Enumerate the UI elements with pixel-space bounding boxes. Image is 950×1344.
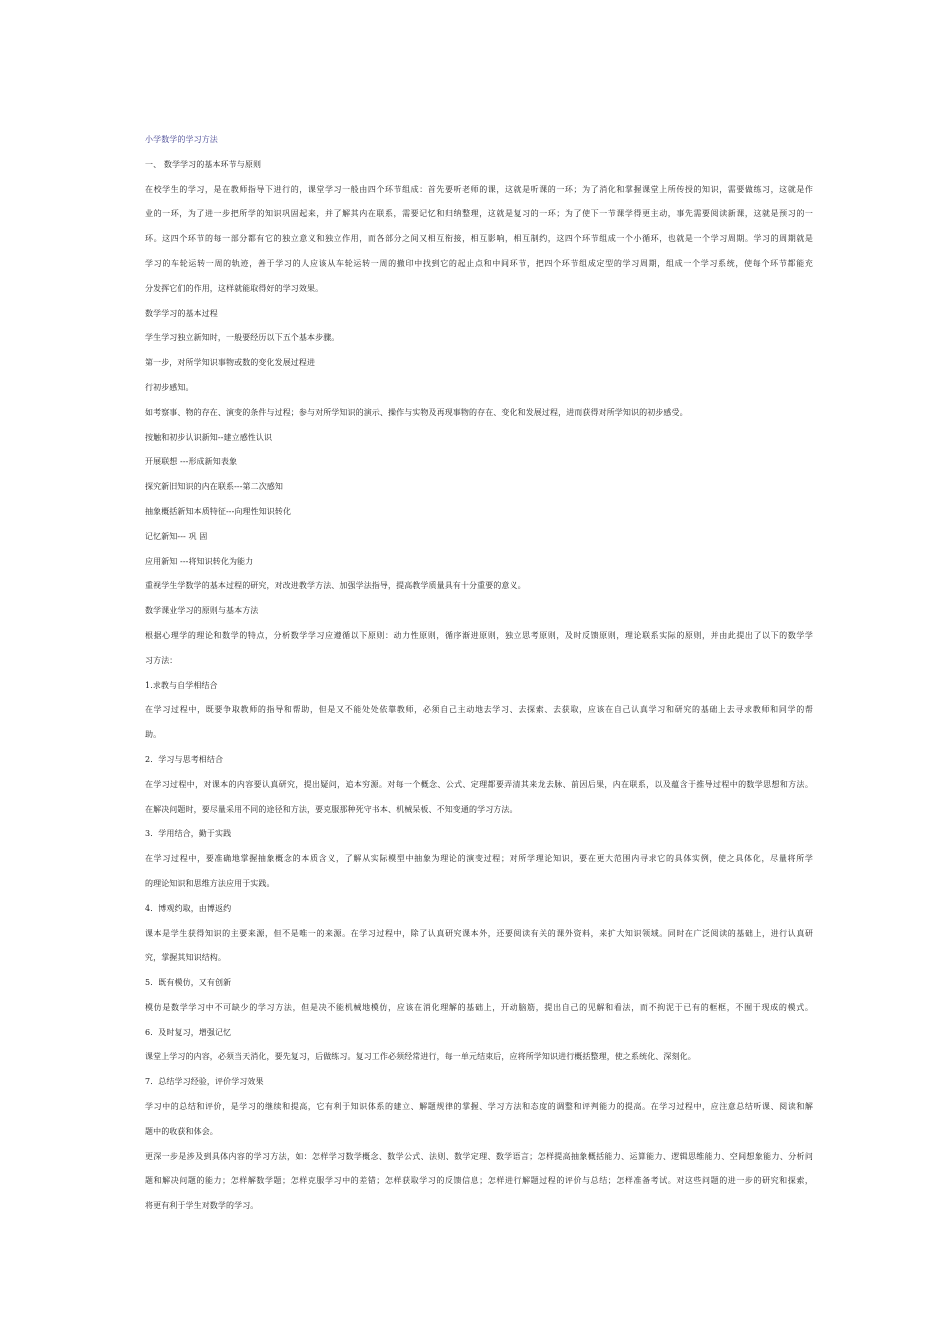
- text-line: 题中的收获和体会。: [145, 1126, 218, 1136]
- text-line: 一、 数学学习的基本环节与原则: [145, 159, 262, 169]
- text-line: 在学习过程中，既要争取教师的指导和帮助，但是又不能处处依靠教师，必须自己主动地去学习、去探索、去获取，应该在自己认真学习和研究的基础上去寻求教师和同学的帮: [145, 705, 813, 715]
- text-line: 学习的车轮运转一周的轨迹，善于学习的人应该从车轮运转一周的撤印中找到它的起止点和中间环节，把四个环节组成定型的学习周期，组成一个学习系统，使每个环节都能充: [145, 258, 813, 268]
- text-line: 环。这四个环节的每一部分都有它的独立意义和独立作用，而各部分之间又相互衔接，相互影响，相互制约，这四个环节组成一个小循环，也就是一个学习周期。学习的周期就是: [145, 234, 813, 244]
- document-body: [145, 128, 813, 1219]
- text-line: 课堂上学习的内容，必须当天消化，要先复习，后做练习。复习工作必须经常进行，每一单元结束后，应将所学知识进行概括整理，使之系统化、深刻化。: [145, 1052, 696, 1062]
- text-line: 更深一步是涉及到具体内容的学习方法，如：怎样学习数学概念、数学公式、法则、数学定理、数学语言；怎样提高抽象概括能力、运算能力、逻辑思维能力、空间想象能力、分析问: [145, 1151, 813, 1161]
- text-line: 究，掌握其知识结构。: [145, 953, 226, 963]
- text-line: 1.求教与自学相结合: [145, 680, 218, 690]
- text-line: 将更有利于学生对数学的学习。: [145, 1201, 259, 1211]
- text-line: 学生学习独立新知时，一般要经历以下五个基本步骤。: [145, 333, 340, 343]
- text-line: 记忆新知--- 巩 固: [145, 531, 208, 541]
- text-line: 助。: [145, 730, 162, 740]
- text-line: 模仿是数学学习中不可缺少的学习方法，但是决不能机械地模仿，应该在消化理解的基础上，开动脑筋，提出自己的见解和看法，而不拘泥于已有的框框，不囿于现成的模式。: [145, 1002, 813, 1012]
- text-line: 分发挥它们的作用，这样就能取得好的学习效果。: [145, 283, 324, 293]
- text-line: 在学习过程中，对课本的内容要认真研究，提出疑问，追本穷源。对每一个概念、公式、定理都要弄清其来龙去脉、前因后果，内在联系，以及蕴含于推导过程中的数学思想和方法。: [145, 779, 813, 789]
- text-line: 按触和初步认识新知--建立感性认识: [145, 432, 273, 442]
- text-line: 开展联想 ---形成新知表象: [145, 457, 238, 467]
- text-line: 在校学生的学习，是在教师指导下进行的，课堂学习一般由四个环节组成：首先要听老师的课，这就是听课的一环；为了消化和掌握课堂上所传授的知识，需要做练习，这就是作: [145, 184, 813, 194]
- text-line: 抽象概括新知本质特征---向理性知识转化: [145, 506, 292, 516]
- text-line: 6．及时复习，增强记忆: [145, 1027, 232, 1037]
- text-line: 探究新旧知识的内在联系---第二次感知: [145, 482, 284, 492]
- text-line: 应用新知 ---将知识转化为能力: [145, 556, 254, 566]
- text-line: 2．学习与思考相结合: [145, 754, 224, 764]
- text-line: 习方法：: [145, 655, 178, 665]
- text-line: 课本是学生获得知识的主要来源，但不是唯一的来源。在学习过程中，除了认真研究课本外，还要阅读有关的课外资料，来扩大知识领域。同时在广泛阅读的基础上，进行认真研: [145, 928, 813, 938]
- text-line: 根据心理学的理论和数学的特点，分析数学学习应遵循以下原则：动力性原则，循序渐进原则，独立思考原则，及时反馈原则，理论联系实际的原则，并由此提出了以下的数学学: [145, 630, 813, 640]
- text-line: 第一步，对所学知识事物或数的变化发展过程进: [145, 358, 316, 368]
- text-line: 重视学生学数学的基本过程的研究，对改进教学方法、加强学法指导，提高教学质量具有十分重要的意义。: [145, 581, 526, 591]
- text-line: 题和解决问题的能力；怎样解数学题；怎样克服学习中的差错；怎样获取学习的反馈信息；怎样进行解题过程的评价与总结；怎样准备考试。对这些问题的进一步的研究和探索，: [145, 1176, 813, 1186]
- text-line: 5．既有模仿，又有创新: [145, 978, 232, 988]
- text-line: 行初步感知。: [145, 382, 194, 392]
- text-line: 在学习过程中，要准确地掌握抽象概念的本质含义，了解从实际模型中抽象为理论的演变过程；对所学理论知识，要在更大范围内寻求它的具体实例，使之具体化，尽量将所学: [145, 854, 813, 864]
- text-line: 如考察事、物的存在、演变的条件与过程；参与对所学知识的演示、操作与实物及再现事物的存在、变化和发展过程，进而获得对所学知识的初步感受。: [145, 407, 688, 417]
- text-line: 4．博观约取，由博返约: [145, 903, 232, 913]
- document-title: 小学数学的学习方法: [145, 135, 218, 144]
- text-line: 学习中的总结和评价，是学习的继续和提高，它有利于知识体系的建立、解题规律的掌握、学习方法和态度的调整和评判能力的提高。在学习过程中，应注意总结听课、阅读和解: [145, 1102, 813, 1112]
- document-paragraphs: [145, 153, 813, 1219]
- text-line: 在解决问题时，要尽量采用不同的途径和方法，要克服那种死守书本、机械呆板、不知变通的学习方法。: [145, 804, 518, 814]
- text-line: 数学学习的基本过程: [145, 308, 218, 318]
- text-line: 7．总结学习经验，评价学习效果: [145, 1077, 264, 1087]
- text-line: 业的一环，为了进一步把所学的知识巩固起来，并了解其内在联系，需要记忆和归纳整理，这就是复习的一环；为了使下一节课学得更主动，事先需要阅读新课，这就是预习的一: [145, 209, 813, 219]
- text-line: 的理论知识和思维方法应用于实践。: [145, 878, 275, 888]
- text-line: 3．学用结合，勤于实践: [145, 829, 232, 839]
- text-line: 数学课业学习的原则与基本方法: [145, 606, 259, 616]
